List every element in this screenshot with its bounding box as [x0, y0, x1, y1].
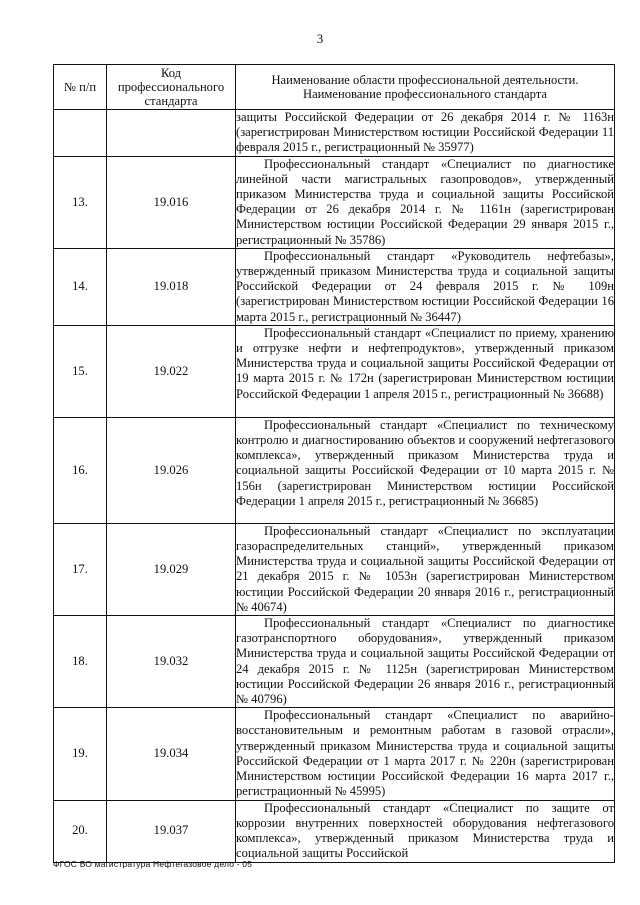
row-code: 19.032 [107, 616, 236, 708]
row-number: 14. [54, 248, 107, 325]
table-row [54, 708, 615, 800]
table-row [54, 248, 615, 325]
row-number: 19. [54, 708, 107, 800]
row-code: 19.022 [107, 325, 236, 417]
row-description: защиты Российской Федерации от 26 декабря 2014 г. № 1163н (зарегистрирован Министерством юстиции Российской Федерации 11 февраля 2015 г., регистрационный № 35977) [236, 110, 614, 155]
row-code: 19.037 [107, 800, 236, 862]
table-row [54, 110, 615, 157]
row-number: 17. [54, 523, 107, 615]
table-row [54, 616, 615, 708]
row-code: 19.026 [107, 417, 236, 523]
row-description: Профессиональный стандарт «Специалист по эксплуатации газораспределительных станций», утвержденный приказом Министерства труда и социальной защиты Российской Федерации от 21 декабря 2015 г. № 1053н (зарегистрирован Министерством юстиции Российской Федерации 20 января 2016 г., регистрационный № 40674) [236, 523, 614, 614]
row-number: 16. [54, 417, 107, 523]
table-row [54, 417, 615, 523]
row-description: Профессиональный стандарт «Специалист по техническому контролю и диагностированию объектов и сооружений нефтегазового комплекса», утвержденный приказом Министерства труда и социальной защиты Российской Федерации от 10 марта 2015 г. № 156н (зарегистрирован Министерством юстиции Российской Федерации 1 апреля 2015 г., регистрационный № 36685) [236, 417, 614, 508]
table-header-row [54, 65, 615, 110]
professional-standards-table [53, 64, 615, 863]
page-number: 3 [316, 31, 324, 46]
row-description: Профессиональный стандарт «Специалист по приему, хранению и отгрузке нефти и нефтепродуктов», утвержденный приказом Министерства труда и социальной защиты Российской Федерации от 19 марта 2015 г. № 172н (зарегистрирован Министерством юстиции Российской Федерации 1 апреля 2015 г., регистрационный № 36688) [236, 325, 614, 401]
row-description: Профессиональный стандарт «Специалист по диагностике линейной части магистральных газопроводов», утвержденный приказом Министерства труда и социальной защиты Российской Федерации от 26 декабря 2014 г. № 1161н (зарегистрирован Министерством юстиции Российской Федерации 29 января 2015 г., регистрационный № 35786) [236, 156, 614, 247]
header-standard-name: Наименование области профессиональной деятельности. Наименование профессионального стандарта [236, 65, 615, 110]
document-footer: ФГОС ВО магистратура Нефтегазовое дело - 05 [53, 859, 253, 869]
row-description: Профессиональный стандарт «Специалист по защите от коррозии внутренних поверхностей оборудования нефтегазового комплекса», утвержденный приказом Министерства труда и социальной защиты Российской [236, 800, 614, 861]
row-number: 18. [54, 616, 107, 708]
row-number: 20. [54, 800, 107, 862]
row-code [107, 110, 236, 157]
row-code: 19.029 [107, 523, 236, 615]
table-row [54, 156, 615, 248]
table-row [54, 325, 615, 417]
row-code: 19.016 [107, 156, 236, 248]
row-number: 15. [54, 325, 107, 417]
row-description: Профессиональный стандарт «Руководитель нефтебазы», утвержденный приказом Министерства труда и социальной защиты Российской Федерации от 24 февраля 2015 г. № 109н (зарегистрирован Министерством юстиции Российской Федерации 16 марта 2015 г., регистрационный № 36447) [236, 248, 614, 324]
row-number: 13. [54, 156, 107, 248]
table-row [54, 800, 615, 862]
row-code: 19.018 [107, 248, 236, 325]
row-number [54, 110, 107, 157]
table-row [54, 523, 615, 615]
row-description: Профессиональный стандарт «Специалист по диагностике газотранспортного оборудования», утвержденный приказом Министерства труда и социальной защиты Российской Федерации от 24 декабря 2015 г. № 1125н (зарегистрирован Министерством юстиции Российской Федерации 26 января 2016 г., регистрационный № 40796) [236, 616, 614, 707]
header-standard-code: Код профессионального стандарта [107, 65, 236, 110]
row-description: Профессиональный стандарт «Специалист по аварийно-восстановительным и ремонтным работам в газовой отрасли», утвержденный приказом Министерства труда и социальной защиты Российской Федерации от 1 марта 2017 г. № 220н (зарегистрирован Министерством юстиции Российской Федерации 16 марта 2017 г., регистрационный № 45995) [236, 708, 614, 799]
header-row-number: № п/п [54, 65, 107, 110]
row-code: 19.034 [107, 708, 236, 800]
